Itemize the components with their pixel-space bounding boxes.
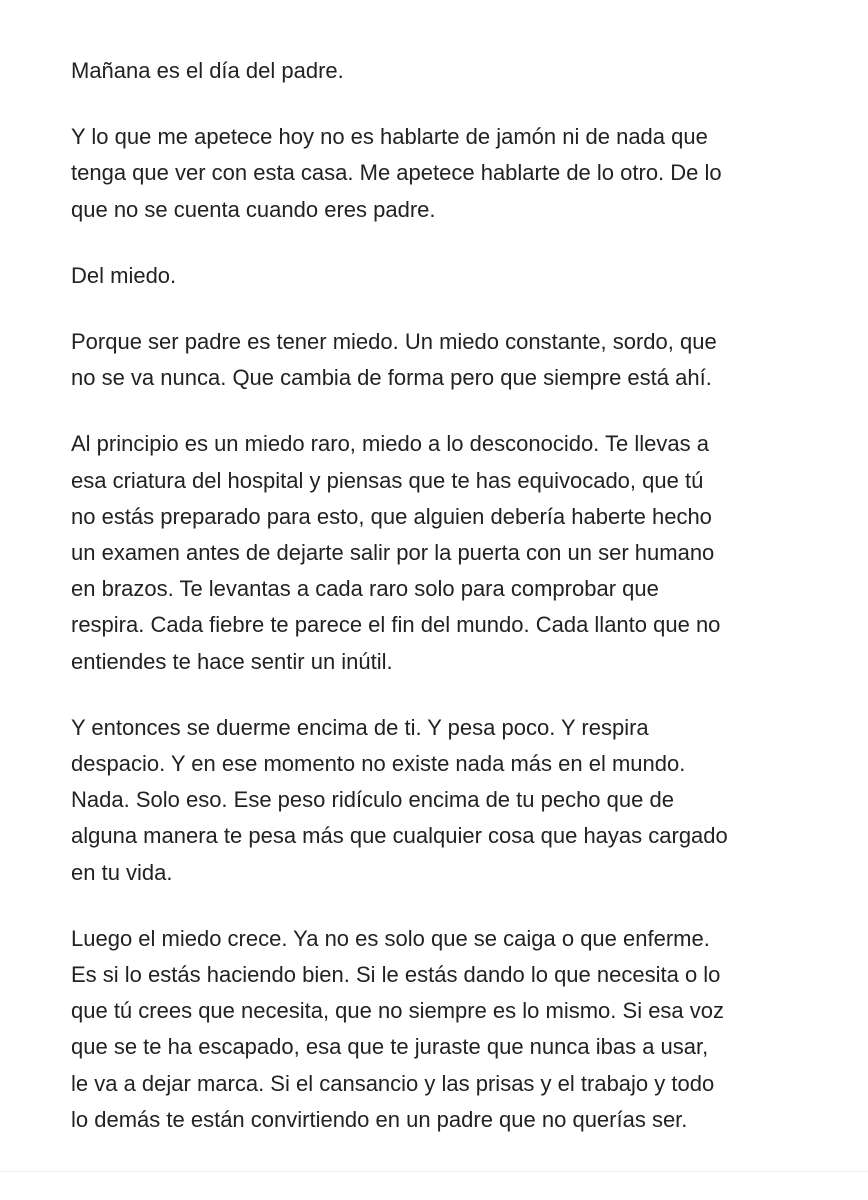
text-line: le va a dejar marca. Si el cansancio y las prisas y el trabajo y todo <box>71 1070 715 1096</box>
text-line: entiendes te hace sentir un inútil. <box>71 648 393 674</box>
paragraph-sleeps-on-you <box>71 710 806 891</box>
text-line: Nada. Solo eso. Ese peso ridículo encima de tu pecho que de <box>71 787 674 813</box>
text-line: un examen antes de dejarte salir por la puerta con un ser humano <box>71 540 715 566</box>
text-line: Y lo que me apetece hoy no es hablarte de jamón ni de nada que <box>71 124 708 150</box>
text-line: que se te ha escapado, esa que te juraste que nunca ibas a usar, <box>71 1034 709 1060</box>
text-line: Porque ser padre es tener miedo. Un miedo constante, sordo, que <box>71 329 717 355</box>
text-line: no estás preparado para esto, que alguien debería haberte hecho <box>71 503 712 529</box>
paragraph-fear <box>71 258 806 294</box>
text-line: que no se cuenta cuando eres padre. <box>71 196 436 222</box>
text-line: Y entonces se duerme encima de ti. Y pesa poco. Y respira <box>71 714 649 740</box>
text-line: que tú crees que necesita, que no siempre es lo mismo. Si esa voz <box>71 998 725 1024</box>
paragraph-beginning <box>71 426 806 679</box>
text-line: alguna manera te pesa más que cualquier cosa que hayas cargado <box>71 823 728 849</box>
text-line: Es si lo estás haciendo bien. Si le estás dando lo que necesita o lo <box>71 962 721 988</box>
paragraph-intro <box>71 119 806 228</box>
text-line: en brazos. Te levantas a cada raro solo para comprobar que <box>71 576 659 602</box>
text-line: no se va nunca. Que cambia de forma pero que siempre está ahí. <box>71 365 712 391</box>
email-body <box>71 53 806 1168</box>
bottom-divider <box>0 1171 868 1172</box>
text-line: esa criatura del hospital y piensas que te has equivocado, que tú <box>71 467 704 493</box>
text-line: lo demás te están convirtiendo en un padre que no querías ser. <box>71 1106 688 1132</box>
text-line: Luego el miedo crece. Ya no es solo que se caiga o que enferme. <box>71 925 710 951</box>
text-line: respira. Cada fiebre te parece el fin del mundo. Cada llanto que no <box>71 612 721 638</box>
paragraph-being-father <box>71 324 806 396</box>
text-line: Del miedo. <box>71 262 177 288</box>
text-line: en tu vida. <box>71 859 173 885</box>
text-line: Al principio es un miedo raro, miedo a lo desconocido. Te llevas a <box>71 431 709 457</box>
text-line: Mañana es el día del padre. <box>71 58 344 83</box>
paragraph-fear-grows <box>71 921 806 1138</box>
text-line: despacio. Y en ese momento no existe nada más en el mundo. <box>71 751 686 777</box>
text-line: tenga que ver con esta casa. Me apetece hablarte de lo otro. De lo <box>71 160 722 186</box>
paragraph-father-day <box>71 53 806 89</box>
